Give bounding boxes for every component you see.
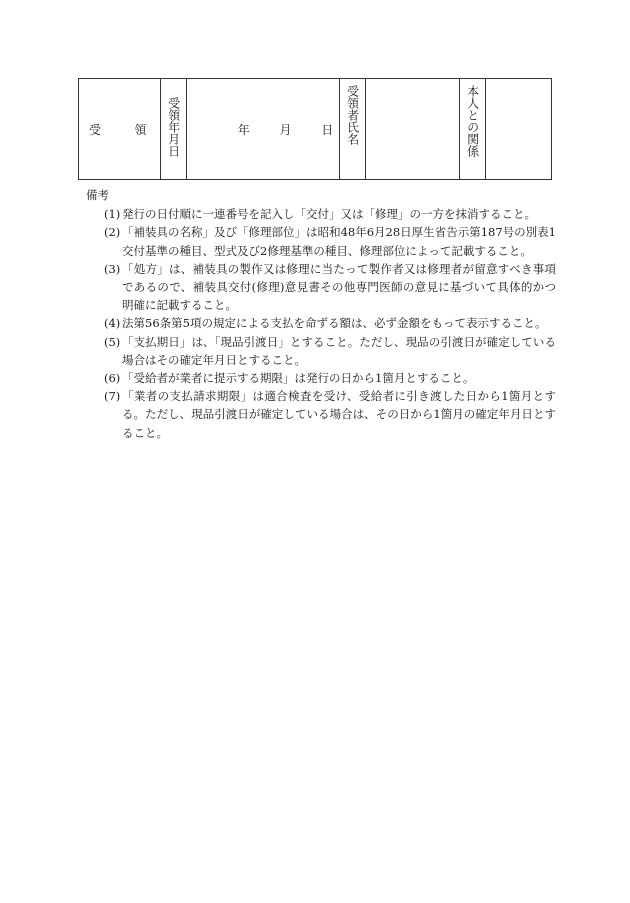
note-text: 発行の日付順に一連番号を記入し「交付」又は「修理」の一方を抹消すること。 [122,207,536,222]
receiver-name-field[interactable] [365,79,460,180]
date-day-label: 日 [321,122,334,137]
receiver-name-label: 受領者氏名 [345,85,360,145]
note-text: 「業者の支払請求期限」は適合検査を受け、受給者に引き渡した日から1箇月とする。ただし、現品引渡日が確定している場合は、その日から1箇月の確定年月日とすること。 [122,389,556,440]
receive-label-char-1: 受 [89,122,102,137]
receive-date-field[interactable] [186,79,340,180]
receive-date-label: 受領年月日 [166,97,181,157]
notes-section [86,186,556,442]
note-item [86,369,556,387]
note-item [86,223,556,259]
note-number: (3) [104,261,121,276]
note-number: (4) [104,316,121,331]
note-item [86,333,556,369]
date-year-label: 年 [237,122,250,137]
note-text: 「補装具の名称」及び「修理部位」は昭和48年6月28日厚生省告示第187号の別表1交付基準の種目、型式及び2修理基準の種目、修理部位によって記載すること。 [122,225,556,258]
receiver-name-label-cell [340,79,365,180]
note-item [86,260,556,315]
notes-title: 備考 [86,188,109,202]
note-number: (1) [104,207,121,222]
note-text: 法第56条第5項の規定による支払を命ずる額は、必ず金額をもって表示すること。 [122,316,547,331]
note-item [86,205,556,223]
receipt-table [78,78,552,180]
relation-label: 本人との関係 [465,85,480,157]
receive-date-label-cell [161,79,186,180]
receive-label-char-2: 領 [134,122,147,137]
note-text: 「処方」は、補装具の製作又は修理に当たって製作者又は修理者が留意すべき事項であるので、補装具交付(修理)意見書その他専門医師の意見に基づいて具体的かつ明確に記載すること。 [122,261,556,313]
note-number: (7) [104,389,121,404]
note-text: 「受給者が業者に提示する期限」は発行の日から1箇月とすること。 [122,371,475,386]
receive-label-cell [79,79,161,180]
relation-label-cell [460,79,485,180]
relation-field[interactable] [485,79,551,180]
date-month-label: 月 [279,122,292,137]
note-text: 「支払期日」は、「現品引渡日」とすること。ただし、現品の引渡日が確定している場合はその確定年月日とすること。 [122,334,556,367]
note-number: (5) [104,334,121,349]
note-item [86,387,556,442]
note-number: (6) [104,371,121,386]
note-item [86,314,556,332]
note-number: (2) [104,225,121,240]
